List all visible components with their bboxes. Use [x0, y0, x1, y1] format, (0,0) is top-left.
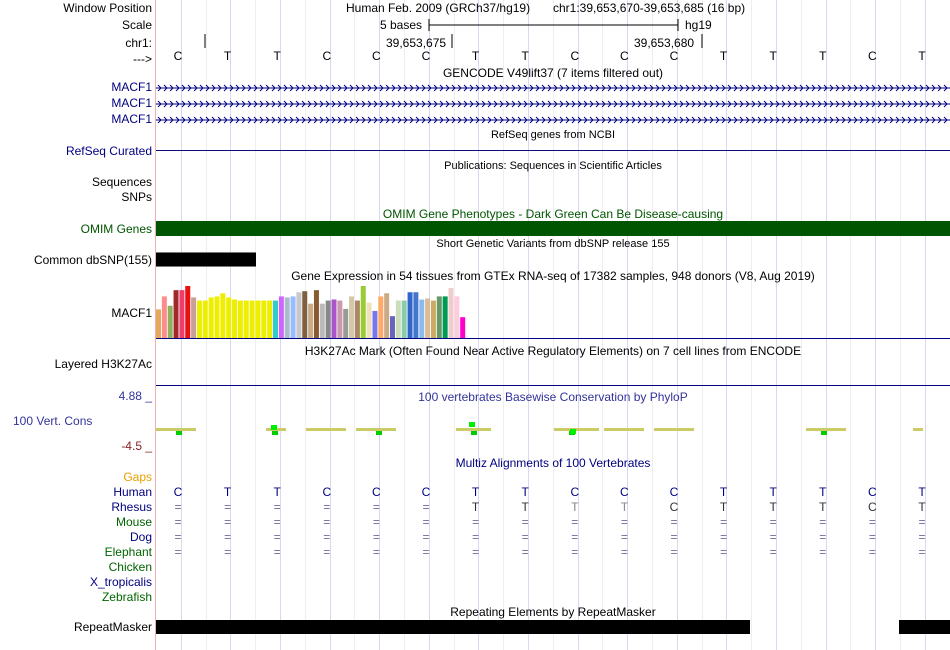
alignment-base: = [372, 530, 380, 544]
alignment-base: T [223, 485, 232, 499]
gtex-tissue-bar [419, 300, 424, 338]
alignment-base: T [769, 500, 777, 514]
dbsnp-feature[interactable] [156, 252, 256, 267]
multiz-track-title[interactable]: Multiz Alignments of 100 Vertebrates [455, 456, 651, 470]
alignment-base: = [323, 515, 331, 529]
gtex-tissue-bar [279, 296, 284, 338]
alignment-base: = [521, 545, 529, 559]
alignment-base: C [669, 485, 679, 499]
alignment-base: = [521, 530, 529, 544]
dbsnp-label[interactable]: Common dbSNP(155) [33, 253, 152, 267]
alignment-base: = [273, 500, 281, 514]
alignment-base: T [521, 500, 529, 514]
alignment-base: = [224, 500, 232, 514]
alignment-base: = [670, 515, 678, 529]
alignment-base: = [769, 530, 777, 544]
position-readout[interactable]: chr1:39,653,670-39,653,685 (16 bp) [553, 1, 746, 15]
gencode-label-1[interactable]: MACF1 [111, 80, 152, 94]
base-2: T [273, 49, 281, 63]
gtex-tissue-bar [296, 292, 301, 338]
gtex-tissue-bar [197, 301, 202, 338]
gtex-tissue-bar [314, 290, 319, 338]
alignment-base: T [719, 500, 728, 514]
gtex-tissue-bar [443, 296, 448, 338]
alignment-base: = [323, 500, 331, 514]
gtex-baseline [156, 338, 950, 339]
repeatmasker-feature-1[interactable] [156, 620, 750, 634]
alignment-base: T [819, 500, 827, 514]
alignment-base: T [769, 485, 777, 499]
gtex-tissue-bar [238, 301, 243, 338]
alignment-base: = [918, 545, 926, 559]
alignment-base: = [571, 530, 579, 544]
gtex-tissue-bar [226, 297, 231, 338]
alignment-base: C [421, 485, 431, 499]
gtex-bar-chart[interactable] [156, 283, 556, 339]
gtex-tissue-bar [449, 288, 454, 338]
gtex-tissue-bar [425, 298, 430, 338]
h3k27ac-track-title[interactable]: H3K27Ac Mark (Often Found Near Active Regulatory Elements) on 7 cell lines from ENCODE [304, 344, 802, 358]
alignment-base: = [174, 545, 182, 559]
gtex-tissue-bar [174, 290, 179, 338]
gtex-tissue-bar [355, 301, 360, 338]
gtex-tissue-bar [431, 301, 436, 338]
gtex-tissue-bar [232, 300, 237, 338]
window-position-label: Window Position [63, 1, 152, 15]
refseq-track-title[interactable]: RefSeq genes from NCBI [490, 129, 616, 141]
alignment-base: = [769, 515, 777, 529]
phylop-label[interactable]: 100 Vert. Cons [13, 414, 93, 428]
gtex-tissue-bar [332, 300, 337, 338]
alignment-base: = [372, 545, 380, 559]
base-12: T [769, 49, 777, 63]
alignment-base: = [521, 515, 529, 529]
alignment-base: = [620, 515, 628, 529]
alignment-base: = [918, 530, 926, 544]
gtex-tissue-bar [220, 293, 225, 338]
repeatmasker-track-title[interactable]: Repeating Elements by RepeatMasker [450, 605, 656, 619]
base-8: C [570, 49, 580, 63]
alignment-base: C [669, 500, 679, 514]
alignment-base: = [372, 500, 380, 514]
gtex-tissue-bar [215, 296, 220, 338]
gtex-tissue-bar [402, 301, 407, 338]
base-4: C [372, 49, 381, 63]
gtex-tissue-bar [255, 301, 260, 338]
base-3: C [322, 49, 332, 63]
base-10: C [669, 49, 679, 63]
publications-track-title[interactable]: Publications: Sequences in Scientific Articles [444, 160, 662, 172]
alignment-base: = [670, 545, 678, 559]
alignment-base: = [174, 500, 182, 514]
omim-track-title[interactable]: OMIM Gene Phenotypes - Dark Green Can Be Disease-causing [382, 207, 724, 221]
alignment-base: = [323, 545, 331, 559]
alignment-base: = [174, 515, 182, 529]
phylop-max-label: 4.88 _ [118, 389, 152, 403]
alignment-base: C [868, 485, 877, 499]
alignment-base: = [224, 545, 232, 559]
base-7: T [521, 49, 529, 63]
dbsnp-track-title[interactable]: Short Genetic Variants from dbSNP release 155 [436, 238, 670, 250]
alignment-base: T [918, 485, 926, 499]
repeatmasker-label[interactable]: RepeatMasker [73, 620, 152, 634]
omim-feature-bar[interactable] [156, 221, 950, 236]
repeatmasker-feature-2[interactable] [899, 620, 950, 634]
gtex-tissue-bar [285, 297, 290, 338]
gtex-tissue-bar [460, 317, 465, 338]
alignment-base: = [769, 545, 777, 559]
gtex-tissue-bar [261, 301, 266, 338]
phylop-wiggle[interactable] [156, 418, 950, 444]
species-label[interactable]: X_tropicalis [89, 575, 152, 589]
gtex-tissue-bar [209, 297, 214, 338]
gtex-tissue-bar [378, 296, 383, 338]
species-label[interactable]: Zebrafish [101, 590, 152, 604]
coord-label-2: 39,653,680 [634, 36, 695, 50]
gtex-tissue-bar [267, 301, 272, 338]
gtex-tissue-bar [367, 303, 372, 338]
gencode-label-3[interactable]: MACF1 [111, 112, 152, 126]
gtex-tissue-bar [349, 296, 354, 338]
gtex-tissue-bar [162, 296, 167, 338]
phylop-min-label: -4.5 _ [121, 439, 152, 453]
alignment-base: T [620, 500, 629, 514]
species-label[interactable]: Mouse [115, 515, 152, 529]
alignment-base: T [819, 485, 827, 499]
chr-label: chr1: [125, 36, 152, 50]
h3k27ac-baseline [156, 385, 950, 386]
base-9: C [620, 49, 629, 63]
alignment-base: = [224, 530, 232, 544]
alignment-base: T [571, 500, 579, 514]
alignment-base: C [372, 485, 381, 499]
base-6: T [471, 49, 480, 63]
sequences-label[interactable]: Sequences [91, 175, 152, 189]
species-label[interactable]: Chicken [108, 560, 152, 574]
alignment-base: = [819, 515, 827, 529]
alignment-base: = [273, 515, 281, 529]
alignment-base: = [472, 545, 480, 559]
gtex-tissue-bar [372, 311, 377, 338]
alignment-base: = [868, 545, 876, 559]
alignment-base: = [273, 545, 281, 559]
alignment-base: = [571, 515, 579, 529]
base-0: C [173, 49, 183, 63]
gtex-gene-label[interactable]: MACF1 [111, 306, 152, 320]
alignment-base: C [570, 485, 580, 499]
refseq-line[interactable] [156, 150, 950, 151]
gtex-tissue-bar [191, 297, 196, 338]
omim-label[interactable]: OMIM Genes [80, 222, 152, 236]
base-1: T [223, 49, 232, 63]
alignment-base: = [422, 515, 430, 529]
alignment-base: = [868, 530, 876, 544]
strand-arrow-label: ---> [133, 52, 152, 66]
gtex-tissue-bar [408, 292, 413, 338]
alignment-base: T [719, 485, 728, 499]
coord-label-1: 39,653,675 [386, 36, 447, 50]
base-5: C [421, 49, 431, 63]
snps-label[interactable]: SNPs [121, 190, 152, 204]
alignment-base: T [918, 500, 926, 514]
alignment-base: = [819, 530, 827, 544]
gencode-track-title[interactable]: GENCODE V49lift37 (7 items filtered out) [442, 66, 664, 80]
alignment-base: = [224, 515, 232, 529]
alignment-base: = [868, 515, 876, 529]
gtex-tissue-bar [390, 316, 395, 338]
gtex-tissue-bar [320, 304, 325, 338]
gtex-tissue-bar [179, 290, 184, 338]
alignment-base: = [571, 545, 579, 559]
gaps-label[interactable]: Gaps [123, 470, 152, 484]
alignment-base: = [422, 545, 430, 559]
alignment-base: = [720, 530, 728, 544]
gtex-tissue-bar [185, 286, 190, 338]
phylop-track-title[interactable]: 100 vertebrates Basewise Conservation by PhyloP [418, 390, 688, 404]
gtex-tissue-bar [454, 296, 459, 338]
gtex-tissue-bar [413, 292, 418, 338]
gtex-tissue-bar [156, 309, 161, 338]
gtex-tissue-bar [250, 301, 255, 338]
gtex-tissue-bar [308, 304, 313, 338]
alignment-base: = [422, 530, 430, 544]
alignment-base: = [819, 545, 827, 559]
alignment-base: = [720, 515, 728, 529]
alignment-base: C [173, 485, 183, 499]
gtex-tissue-bar [302, 291, 307, 338]
alignment-base: = [620, 530, 628, 544]
species-label[interactable]: Dog [129, 530, 152, 544]
gtex-tissue-bar [203, 301, 208, 338]
alignment-base: = [472, 515, 480, 529]
alignment-base: C [322, 485, 332, 499]
gtex-tissue-bar [291, 296, 296, 338]
gtex-tissue-bar [244, 301, 249, 338]
alignment-base: = [273, 530, 281, 544]
h3k27ac-label[interactable]: Layered H3K27Ac [54, 357, 152, 371]
species-label[interactable]: Rhesus [111, 500, 152, 514]
alignment-base: T [273, 485, 281, 499]
gtex-track-title[interactable]: Gene Expression in 54 tissues from GTEx RNA-seq of 17382 samples, 948 donors (V8, Aug 2019) [291, 269, 815, 283]
alignment-base: = [720, 545, 728, 559]
gtex-tissue-bar [168, 306, 173, 338]
refseq-label[interactable]: RefSeq Curated [65, 144, 152, 158]
alignment-base: = [372, 515, 380, 529]
gtex-tissue-bar [343, 309, 348, 338]
scale-bar [428, 16, 684, 34]
gtex-tissue-bar [384, 293, 389, 338]
base-13: T [819, 49, 827, 63]
alignment-base: = [620, 545, 628, 559]
scale-db: hg19 [685, 18, 712, 32]
alignment-base: = [174, 530, 182, 544]
gencode-label-2[interactable]: MACF1 [111, 96, 152, 110]
gencode-transcripts[interactable] [156, 80, 950, 128]
alignment-base: C [620, 485, 629, 499]
gtex-tissue-bar [273, 301, 278, 338]
alignment-base: T [471, 485, 480, 499]
alignment-base: = [918, 515, 926, 529]
base-14: C [868, 49, 877, 63]
alignment-base: = [323, 530, 331, 544]
gtex-tissue-bar [326, 301, 331, 338]
alignment-base: = [670, 530, 678, 544]
scale-label: Scale [121, 18, 152, 32]
alignment-base: T [471, 500, 480, 514]
alignment-base: = [472, 530, 480, 544]
species-label[interactable]: Human [113, 485, 152, 499]
alignment-base: = [422, 500, 430, 514]
alignment-base: T [521, 485, 529, 499]
gtex-tissue-bar [396, 301, 401, 338]
assembly-name: Human Feb. 2009 (GRCh37/hg19) [346, 1, 531, 15]
gtex-tissue-bar [337, 301, 342, 338]
gtex-tissue-bar [361, 286, 366, 338]
species-label[interactable]: Elephant [104, 545, 152, 559]
alignment-base: C [868, 500, 877, 514]
base-15: T [918, 49, 926, 63]
base-11: T [719, 49, 728, 63]
gtex-tissue-bar [437, 296, 442, 338]
scale-text: 5 bases [380, 18, 423, 32]
